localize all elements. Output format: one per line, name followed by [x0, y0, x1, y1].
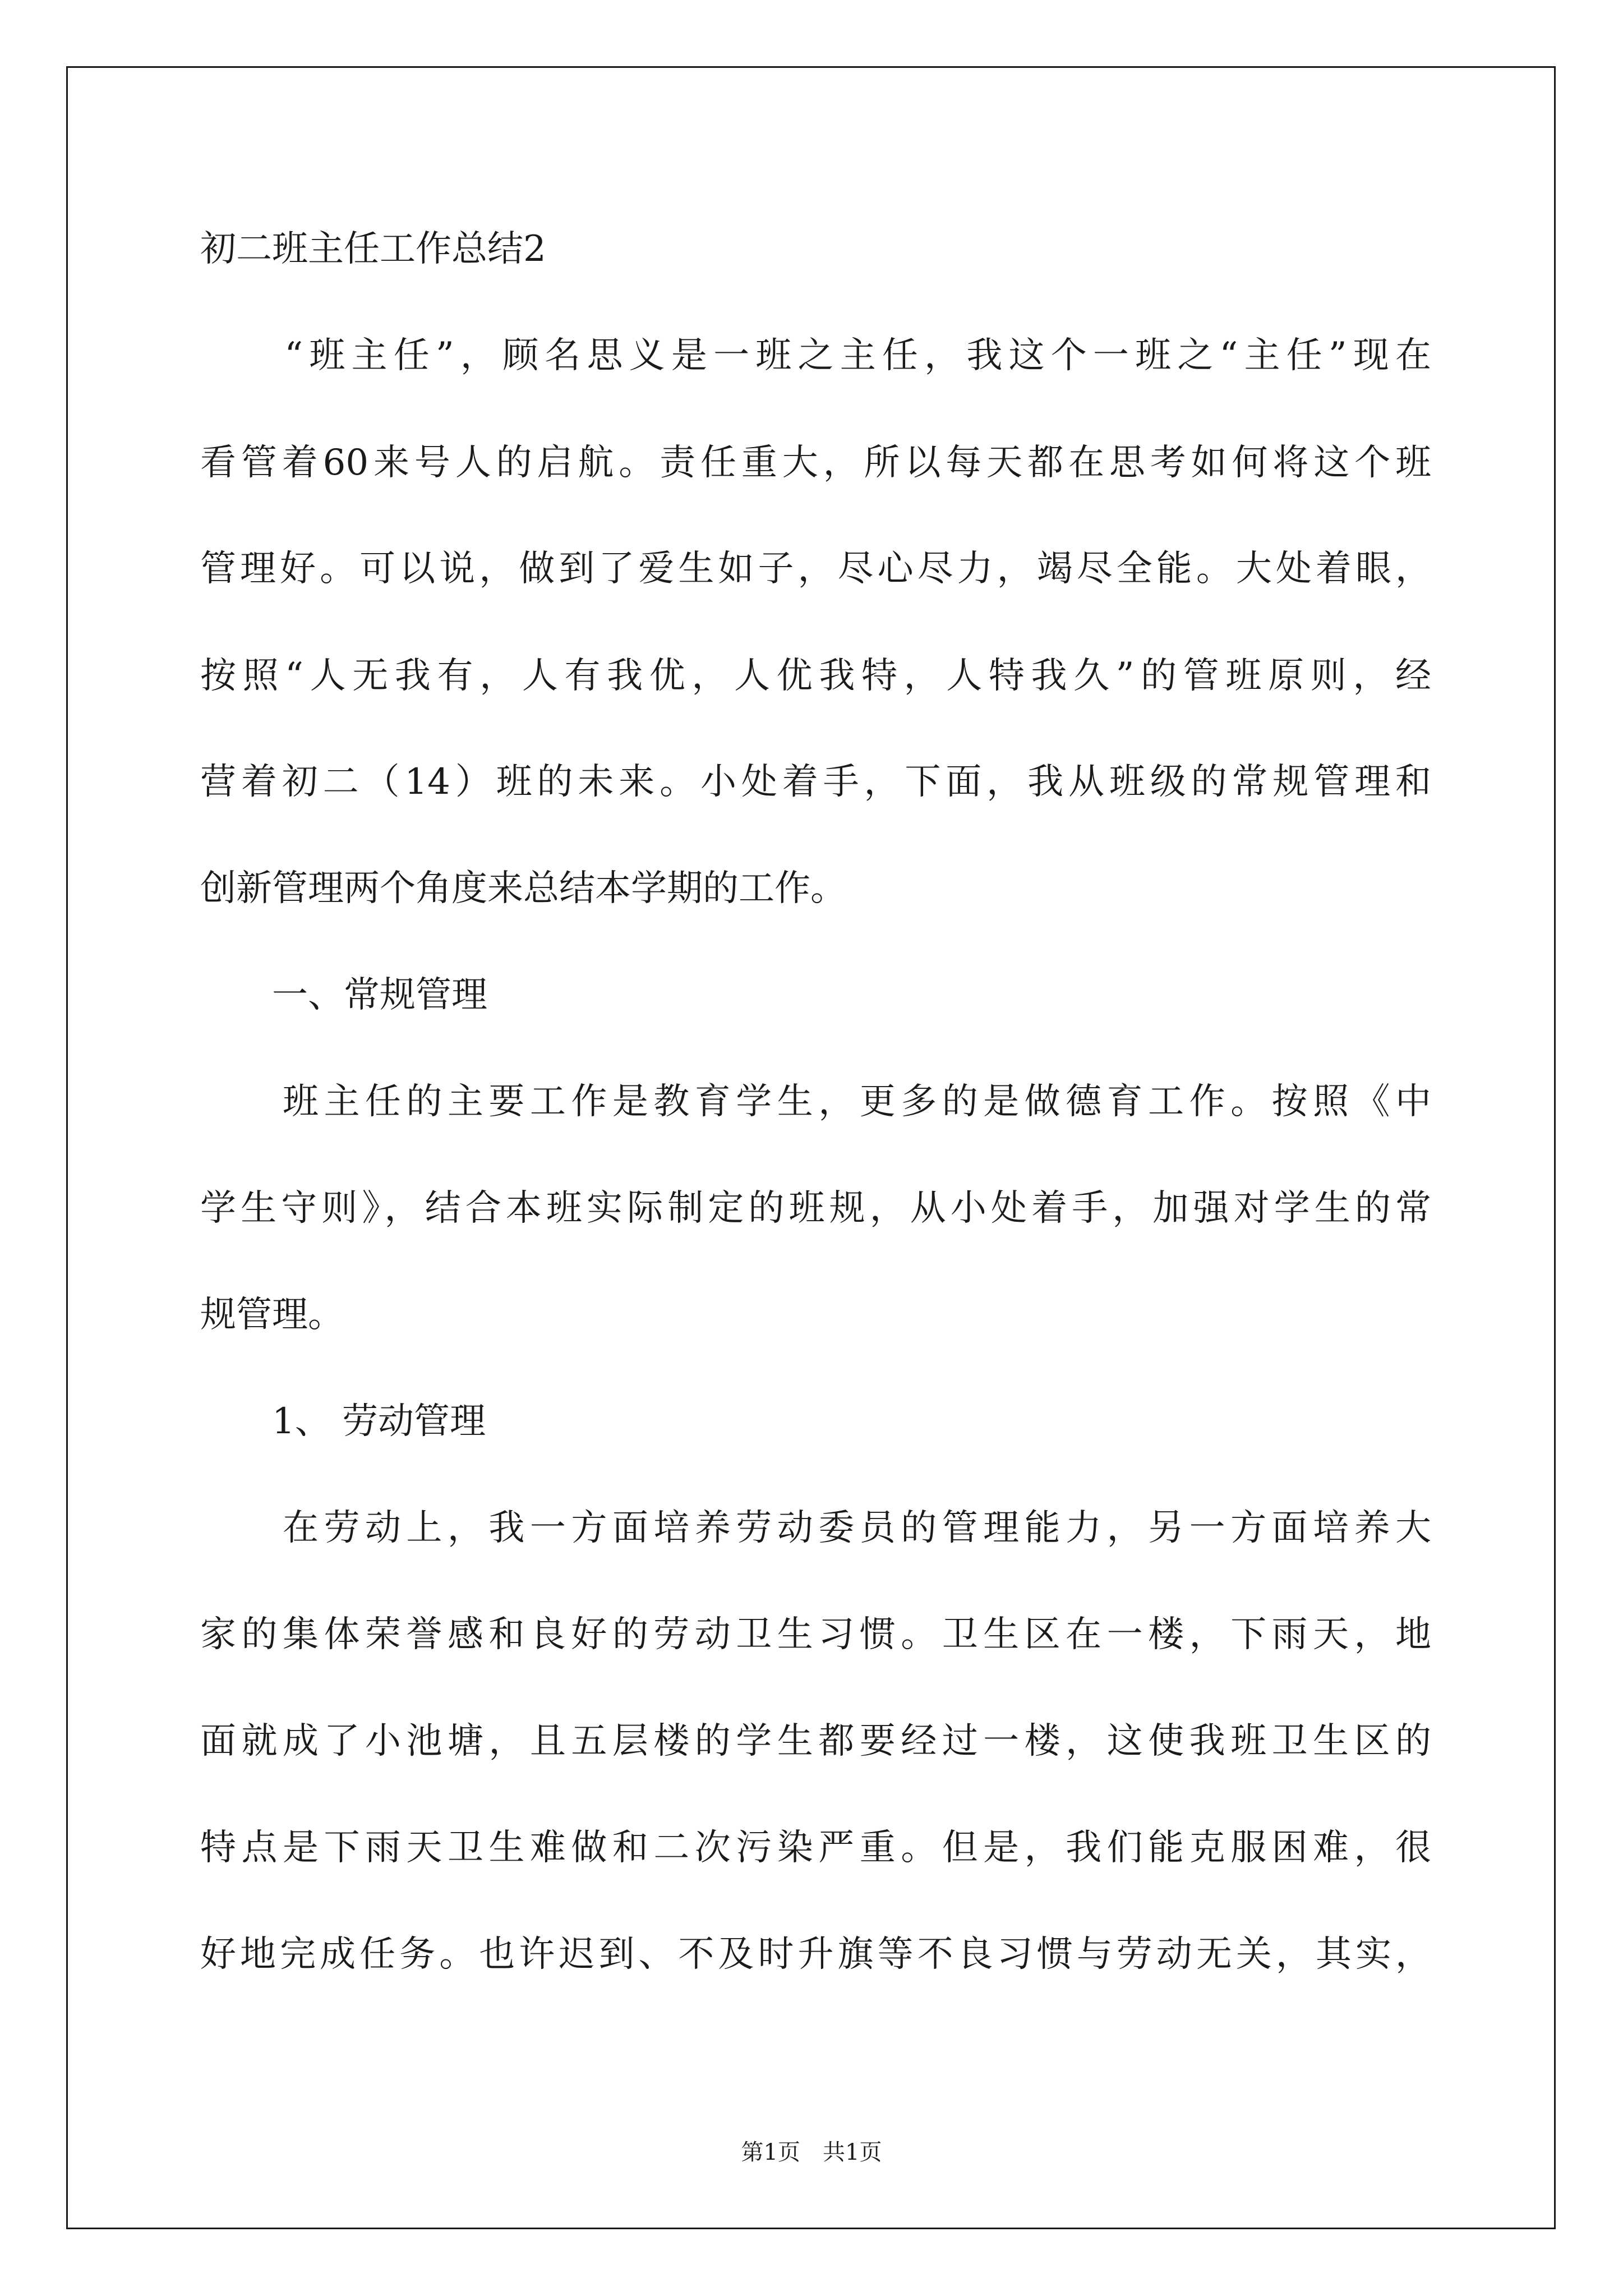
paragraph-line: 创新管理两个角度来总结本学期的工作。	[200, 868, 846, 909]
paragraph-line: “班主任”，顾名思义是一班之主任，我这个一班之“主任”现在	[200, 335, 1431, 376]
paragraph-line: 学生守则》，结合本班实际制定的班规，从小处着手，加强对学生的常	[200, 1188, 1431, 1229]
paragraph-line: 班主任的主要工作是教育学生，更多的是做德育工作。按照《中	[200, 1081, 1431, 1122]
page-border	[66, 66, 1556, 2229]
paragraph-line: 看管着60来号人的启航。责任重大，所以每天都在思考如何将这个班	[200, 442, 1431, 484]
paragraph-line: 面就成了小池塘，且五层楼的学生都要经过一楼，这使我班卫生区的	[200, 1720, 1431, 1762]
paragraph-line: 按照“人无我有，人有我优，人优我特，人特我久”的管班原则，经	[200, 655, 1431, 697]
paragraph-line: 营着初二（14）班的未来。小处着手，下面，我从班级的常规管理和	[200, 761, 1431, 803]
paragraph-line: 特点是下雨天卫生难做和二次污染严重。但是，我们能克服困难，很	[200, 1827, 1431, 1869]
page-footer: 第1页 共1页	[741, 2139, 882, 2165]
section-heading: 一、常规管理	[200, 974, 487, 1016]
subsection-heading: 1、 劳动管理	[200, 1401, 486, 1442]
document-title: 初二班主任工作总结2	[200, 228, 546, 270]
paragraph-line: 在劳动上，我一方面培养劳动委员的管理能力，另一方面培养大	[200, 1507, 1431, 1549]
paragraph-line: 管理好。可以说，做到了爱生如子，尽心尽力，竭尽全能。大处着眼，	[200, 548, 1431, 590]
paragraph-line: 家的集体荣誉感和良好的劳动卫生习惯。卫生区在一楼，下雨天，地	[200, 1614, 1431, 1655]
paragraph-line: 好地完成任务。也许迟到、不及时升旗等不良习惯与劳动无关，其实，	[200, 1934, 1431, 1975]
paragraph-line: 规管理。	[200, 1294, 344, 1336]
